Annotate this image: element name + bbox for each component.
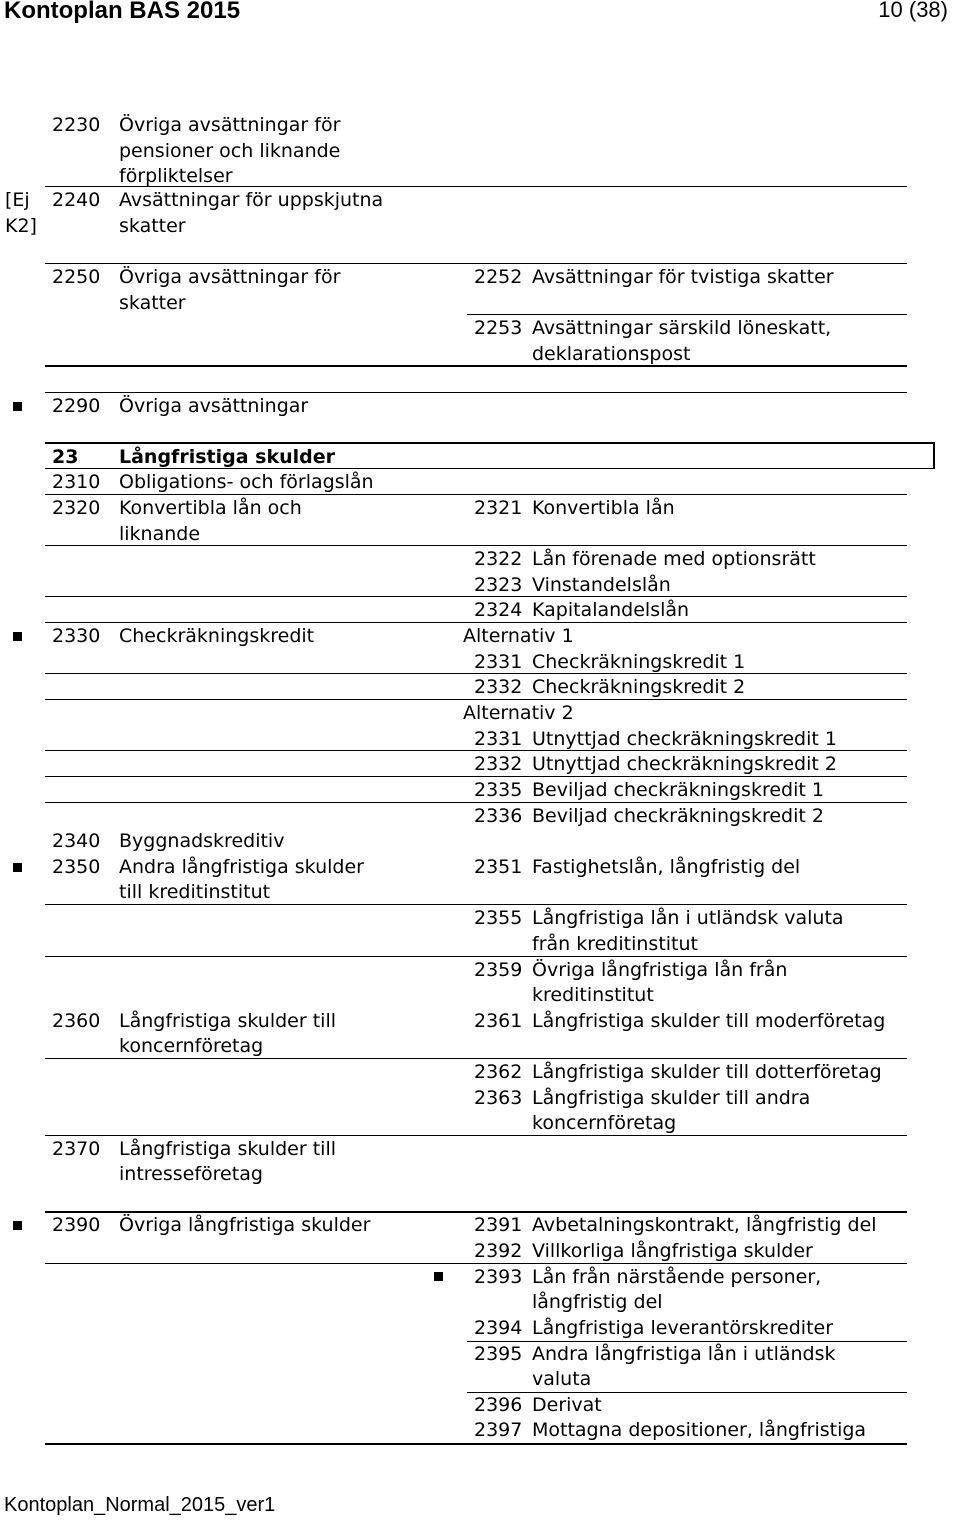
bullet-marker-2330 [13, 632, 22, 641]
subaccount-name: Avsättningar för tvistiga skatter [532, 266, 834, 288]
subaccount-number: 2391 [474, 1214, 523, 1236]
subaccount-name: Kapitalandelslån [532, 599, 690, 621]
bullet-marker-2390 [13, 1221, 22, 1230]
subaccount-name: Derivat [532, 1394, 602, 1416]
page-title: Kontoplan BAS 2015 [4, 0, 241, 24]
subaccount-name: Konvertibla lån [532, 497, 675, 519]
subaccount-number: 2351 [474, 856, 523, 878]
subaccount-number: 2363 [474, 1087, 523, 1109]
account-name: skatter [119, 215, 186, 237]
ej-k2-marker: [Ej [5, 189, 30, 211]
account-name: Långfristiga skulder till [119, 1138, 337, 1160]
account-name: Andra långfristiga skulder [119, 856, 364, 878]
subaccount-name: Långfristiga leverantörskrediter [532, 1317, 834, 1339]
subaccount-name: Checkräkningskredit 2 [532, 676, 746, 698]
account-name: intresseföretag [119, 1163, 263, 1185]
subaccount-number: 2394 [474, 1317, 523, 1339]
account-name: Avsättningar för uppskjutna [119, 189, 384, 211]
account-name: Långfristiga skulder till [119, 1010, 337, 1032]
footer-filename: Kontoplan_Normal_2015_ver1 [4, 1494, 276, 1516]
subaccount-name: Utnyttjad checkräkningskredit 1 [532, 728, 837, 750]
subaccount-number: 2355 [474, 907, 523, 929]
account-number: 2320 [52, 497, 101, 519]
account-name: Övriga avsättningar för [119, 114, 341, 136]
account-number: 2330 [52, 625, 101, 647]
subaccount-name: Långfristiga skulder till moderföretag [532, 1010, 886, 1032]
subaccount-name: valuta [532, 1368, 592, 1390]
subaccount-name: Långfristiga lån i utländsk valuta [532, 907, 844, 929]
subaccount-name: kreditinstitut [532, 984, 654, 1006]
ej-k2-marker: K2] [5, 215, 37, 237]
account-name: förpliktelser [119, 165, 233, 187]
subaccount-name: långfristig del [532, 1291, 663, 1313]
account-number: 2370 [52, 1138, 101, 1160]
subaccount-number: 2392 [474, 1240, 523, 1262]
subaccount-name: Beviljad checkräkningskredit 1 [532, 779, 824, 801]
subaccount-name: Långfristiga skulder till andra [532, 1087, 811, 1109]
subaccount-name: Avsättningar särskild löneskatt, [532, 317, 832, 339]
subaccount-name: deklarationspost [532, 343, 691, 365]
subaccount-number: 2253 [474, 317, 523, 339]
subaccount-name: Beviljad checkräkningskredit 2 [532, 805, 824, 827]
subaccount-number: 2322 [474, 548, 523, 570]
account-name: Övriga avsättningar för [119, 266, 341, 288]
subaccount-name: Avbetalningskontrakt, långfristig del [532, 1214, 877, 1236]
subaccount-number: 2393 [474, 1266, 523, 1288]
subaccount-number: 2336 [474, 805, 523, 827]
subaccount-number: 2332 [474, 676, 523, 698]
account-name: Byggnadskreditiv [119, 830, 285, 852]
account-name: till kreditinstitut [119, 881, 271, 903]
subaccount-number: 2323 [474, 574, 523, 596]
account-name: Konvertibla lån och [119, 497, 302, 519]
account-name: pensioner och liknande [119, 140, 341, 162]
subaccount-name: Lån från närstående personer, [532, 1266, 822, 1288]
subaccount-name: Utnyttjad checkräkningskredit 2 [532, 753, 837, 775]
alternative-heading-2: Alternativ 2 [463, 702, 574, 724]
subaccount-name: Vinstandelslån [532, 574, 671, 596]
account-number: 2390 [52, 1214, 101, 1236]
subaccount-name: Övriga långfristiga lån från [532, 959, 788, 981]
account-number: 2310 [52, 471, 101, 493]
account-number: 2240 [52, 189, 101, 211]
subaccount-number: 2252 [474, 266, 523, 288]
subaccount-number: 2395 [474, 1343, 523, 1365]
account-number: 2230 [52, 114, 101, 136]
account-number: 2360 [52, 1010, 101, 1032]
subaccount-number: 2335 [474, 779, 523, 801]
subaccount-number: 2331 [474, 651, 523, 673]
subaccount-name: från kreditinstitut [532, 933, 698, 955]
subaccount-name: Fastighetslån, långfristig del [532, 856, 801, 878]
subaccount-number: 2362 [474, 1061, 523, 1083]
bullet-marker-2393 [434, 1272, 443, 1281]
account-number: 2350 [52, 856, 101, 878]
account-name: Obligations- och förlagslån [119, 471, 374, 493]
subaccount-name: Checkräkningskredit 1 [532, 651, 746, 673]
subaccount-name: Villkorliga långfristiga skulder [532, 1240, 813, 1262]
account-name: Övriga avsättningar [119, 395, 309, 417]
bullet-marker-2350 [13, 863, 22, 872]
subaccount-number: 2321 [474, 497, 523, 519]
account-number: 2290 [52, 395, 101, 417]
subaccount-name: koncernföretag [532, 1112, 677, 1134]
subaccount-number: 2332 [474, 753, 523, 775]
account-name: Övriga långfristiga skulder [119, 1214, 371, 1236]
page-number: 10 (38) [878, 0, 948, 22]
subaccount-number: 2397 [474, 1419, 523, 1441]
account-class-number: 23 [52, 446, 79, 468]
bullet-marker-2290 [13, 402, 22, 411]
account-name: koncernföretag [119, 1035, 264, 1057]
subaccount-name: Mottagna depositioner, långfristiga [532, 1419, 867, 1441]
account-name: skatter [119, 292, 186, 314]
subaccount-number: 2361 [474, 1010, 523, 1032]
subaccount-name: Lån förenade med optionsrätt [532, 548, 816, 570]
account-class-name: Långfristiga skulder [119, 446, 335, 468]
account-number: 2250 [52, 266, 101, 288]
row-divider [45, 365, 907, 367]
subaccount-name: Andra långfristiga lån i utländsk [532, 1343, 836, 1365]
row-divider [933, 442, 935, 469]
subaccount-number: 2331 [474, 728, 523, 750]
account-number: 2340 [52, 830, 101, 852]
row-divider [45, 1443, 907, 1445]
account-name: Checkräkningskredit [119, 625, 315, 647]
alternative-heading-1: Alternativ 1 [463, 625, 574, 647]
subaccount-name: Långfristiga skulder till dotterföretag [532, 1061, 882, 1083]
subaccount-number: 2396 [474, 1394, 523, 1416]
account-name: liknande [119, 523, 201, 545]
subaccount-number: 2324 [474, 599, 523, 621]
subaccount-number: 2359 [474, 959, 523, 981]
